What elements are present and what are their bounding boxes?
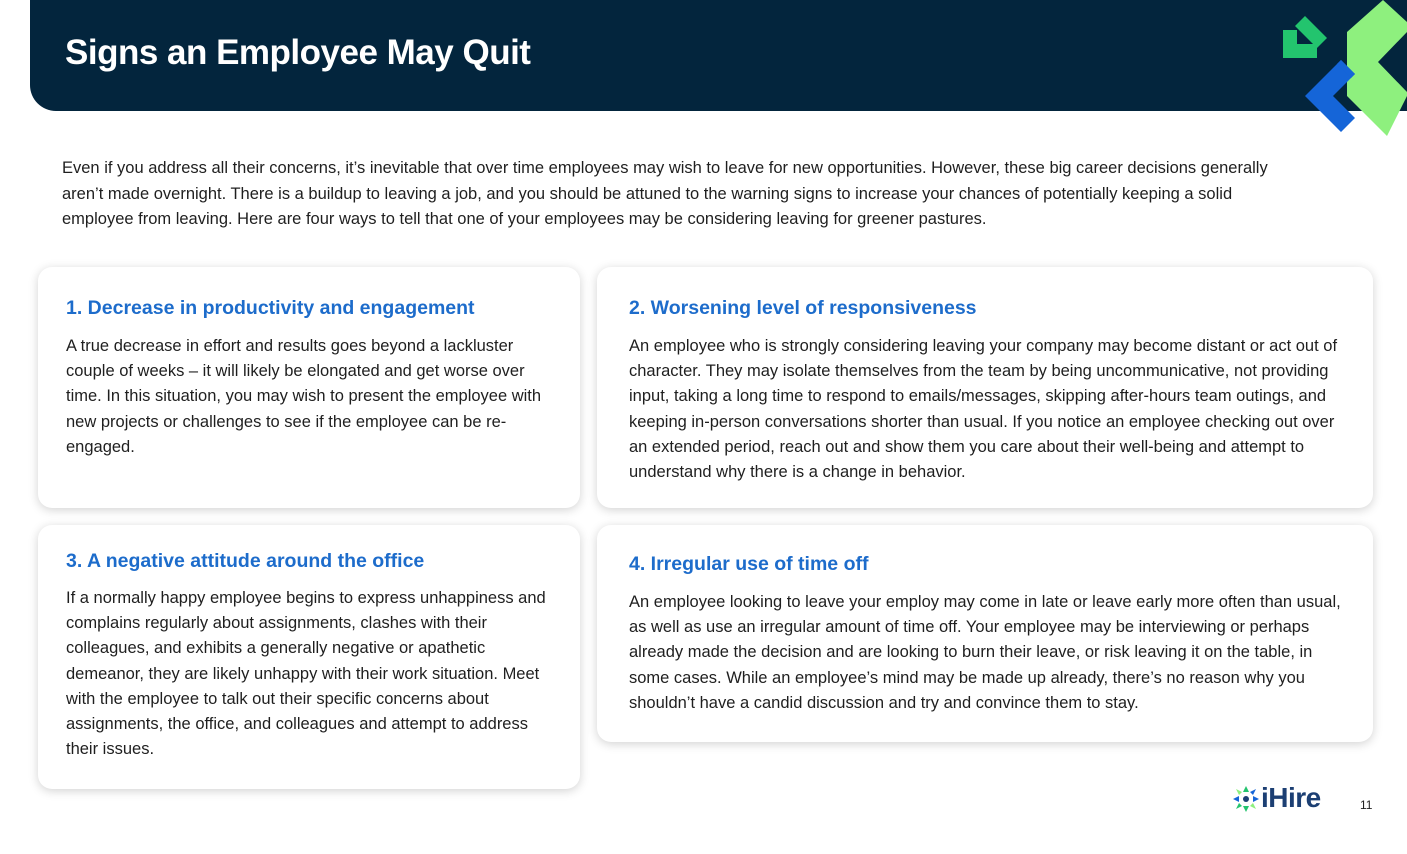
card-body: An employee who is strongly considering leaving your company may become distant or act out of character. They may isolate themselves from the team by being uncommunicative, not providing input, taking a long time to respond to emails/messages, skipping after-hours team outings, and keeping in-person conversations shorter than usual. If you notice an employee checking out over an extended period, reach out and show them you care about their well-being and attempt to understand why there is a change in behavior.: [629, 337, 1338, 482]
card-body: An employee looking to leave your employ may come in late or leave early more often than usual, as well as use an irregular amount of time off. Your employee may be interviewing or perhaps already made the decision and are looking to burn their leave, or risk leaving it on the table, in some cases. While an employee’s mind may be made up already, there’s no reason why you shouldn’t have a candid discussion and try and convince them to stay.: [629, 593, 1341, 712]
card-decrease-productivity: [38, 267, 580, 508]
card-title: 3. A negative attitude around the office: [66, 550, 425, 572]
card-body: If a normally happy employee begins to express unhappiness and complains regularly about assignments, clashes with their colleagues, and exhibits a generally negative or apathetic demeanor, they are likely unhappy with their work situation. Meet with the employee to talk out their specific concerns about assignments, the office, and colleagues and attempt to address their issues.: [66, 589, 546, 759]
card-body: A true decrease in effort and results goes beyond a lackluster couple of weeks – it will likely be elongated and get worse over time. In this situation, you may wish to present the employee with new projects or challenges to see if the employee can be re-engaged.: [66, 337, 542, 456]
card-negative-attitude: [38, 525, 580, 789]
page-title: Signs an Employee May Quit: [65, 33, 531, 72]
card-title: 1. Decrease in productivity and engagement: [66, 297, 475, 319]
intro-paragraph: Even if you address all their concerns, it’s inevitable that over time employees may wish to leave for new opportunities. However, these big career decisions generally aren’t made overnight. There is a buildup to leaving a job, and you should be attuned to the warning signs to increase your chances of potentially keeping a solid employee from leaving. Here are four ways to tell that one of your employees may be considering leaving for greener pastures.: [62, 159, 1268, 228]
card-worsening-responsiveness: [597, 267, 1373, 508]
card-title: 4. Irregular use of time off: [629, 553, 869, 575]
arrow-decoration-icon: [1275, 0, 1407, 148]
header-banner: [30, 0, 1407, 111]
card-irregular-time-off: [597, 525, 1373, 742]
ihire-logo: [1231, 784, 1336, 816]
page-number: 11: [1360, 798, 1373, 812]
ihire-logo-icon: [1231, 784, 1261, 814]
logo-text: iHire: [1261, 782, 1321, 813]
card-title: 2. Worsening level of responsiveness: [629, 297, 977, 319]
